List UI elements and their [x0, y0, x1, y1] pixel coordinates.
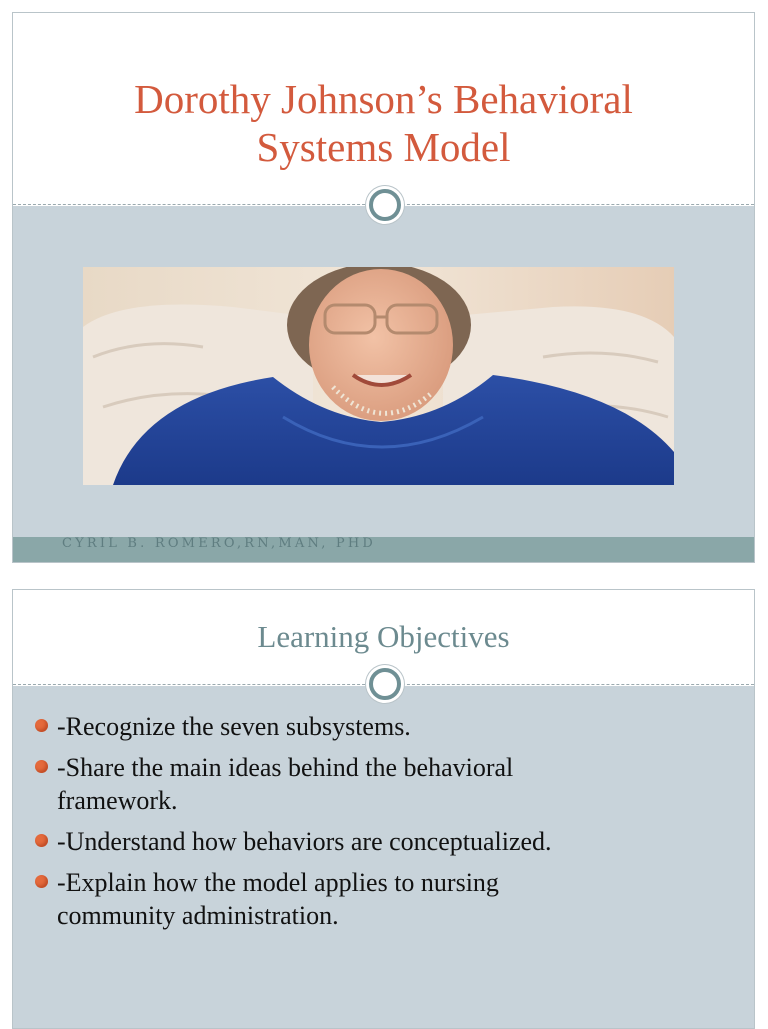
slide-2-title: Learning Objectives — [257, 619, 510, 654]
bullet-text: -Share the main ideas behind the behavioral — [57, 753, 514, 782]
slide-2 — [12, 589, 755, 1029]
title-line-1: Dorothy Johnson’s Behavioral — [134, 76, 633, 122]
slide-1-title — [13, 75, 754, 171]
list-item — [33, 866, 733, 932]
list-item — [33, 825, 733, 858]
bullet-dot-icon — [35, 875, 48, 888]
list-item — [33, 710, 733, 743]
title-line-2: Systems Model — [256, 124, 511, 170]
bullet-dot-icon — [35, 760, 48, 773]
bullet-text-continued: community administration. — [57, 901, 339, 930]
bullet-text: -Understand how behaviors are conceptualized. — [57, 827, 552, 856]
slide-1-title-area — [13, 13, 754, 206]
objectives-list — [33, 710, 733, 940]
bullet-text: -Explain how the model applies to nursing — [57, 868, 499, 897]
author-credit: CYRIL B. ROMERO,RN,MAN, PHD — [62, 536, 376, 551]
bullet-dot-icon — [35, 834, 48, 847]
portrait-image — [83, 267, 674, 485]
portrait-photo — [83, 267, 674, 485]
slide-1 — [12, 12, 755, 563]
bullet-text-continued: framework. — [57, 786, 178, 815]
bullet-text: -Recognize the seven subsystems. — [57, 712, 411, 741]
ring-ornament-icon — [369, 668, 401, 700]
bullet-dot-icon — [35, 719, 48, 732]
ring-ornament-icon — [369, 189, 401, 221]
list-item — [33, 751, 733, 817]
